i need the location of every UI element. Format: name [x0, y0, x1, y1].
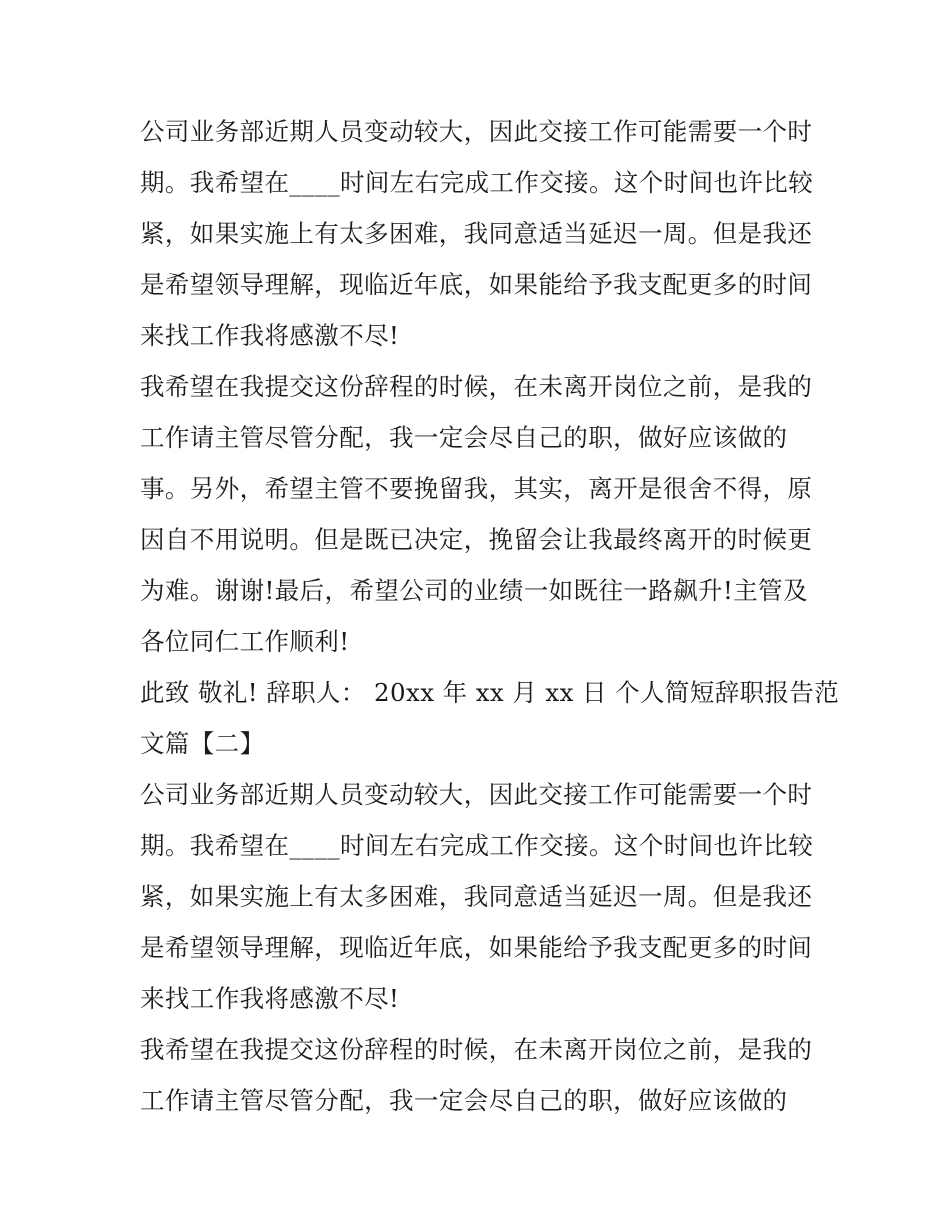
text-line: 因自不用说明。但是既已决定，挽留会让我最终离开的时候更	[140, 525, 813, 554]
text-line: 此致 敬礼! 辞职人： 20xx 年 xx 月 xx 日 个人简短辞职报告范	[140, 678, 840, 707]
text-line: 我希望在我提交这份辞程的时候，在未离开岗位之前，是我的	[140, 1035, 813, 1064]
text-line: 紧，如果实施上有太多困难，我同意适当延迟一周。但是我还	[140, 219, 813, 248]
text-line: 我希望在我提交这份辞程的时候，在未离开岗位之前，是我的	[140, 372, 813, 401]
text-line: 工作请主管尽管分配，我一定会尽自己的职，做好应该做的	[140, 1086, 788, 1115]
text-line: 为难。谢谢!最后，希望公司的业绩一如既往一路飙升!主管及	[140, 576, 808, 605]
text-line: 来找工作我将感激不尽!	[140, 984, 400, 1013]
text-line: 文篇【二】	[140, 729, 265, 758]
text-line: 事。另外，希望主管不要挽留我，其实，离开是很舍不得，原	[140, 474, 813, 503]
text-line: 公司业务部近期人员变动较大，因此交接工作可能需要一个时	[140, 780, 813, 809]
text-line: 是希望领导理解，现临近年底，如果能给予我支配更多的时间	[140, 933, 813, 962]
text-line: 是希望领导理解，现临近年底，如果能给予我支配更多的时间	[140, 270, 813, 299]
text-line: 公司业务部近期人员变动较大，因此交接工作可能需要一个时	[140, 117, 813, 146]
text-line: 紧，如果实施上有太多困难，我同意适当延迟一周。但是我还	[140, 882, 813, 911]
text-line: 来找工作我将感激不尽!	[140, 321, 400, 350]
text-line: 工作请主管尽管分配，我一定会尽自己的职，做好应该做的	[140, 423, 788, 452]
text-line: 期。我希望在____时间左右完成工作交接。这个时间也许比较	[140, 168, 814, 197]
text-line: 各位同仁工作顺利!	[140, 627, 350, 656]
document-body	[140, 106, 840, 1126]
text-line: 期。我希望在____时间左右完成工作交接。这个时间也许比较	[140, 831, 814, 860]
